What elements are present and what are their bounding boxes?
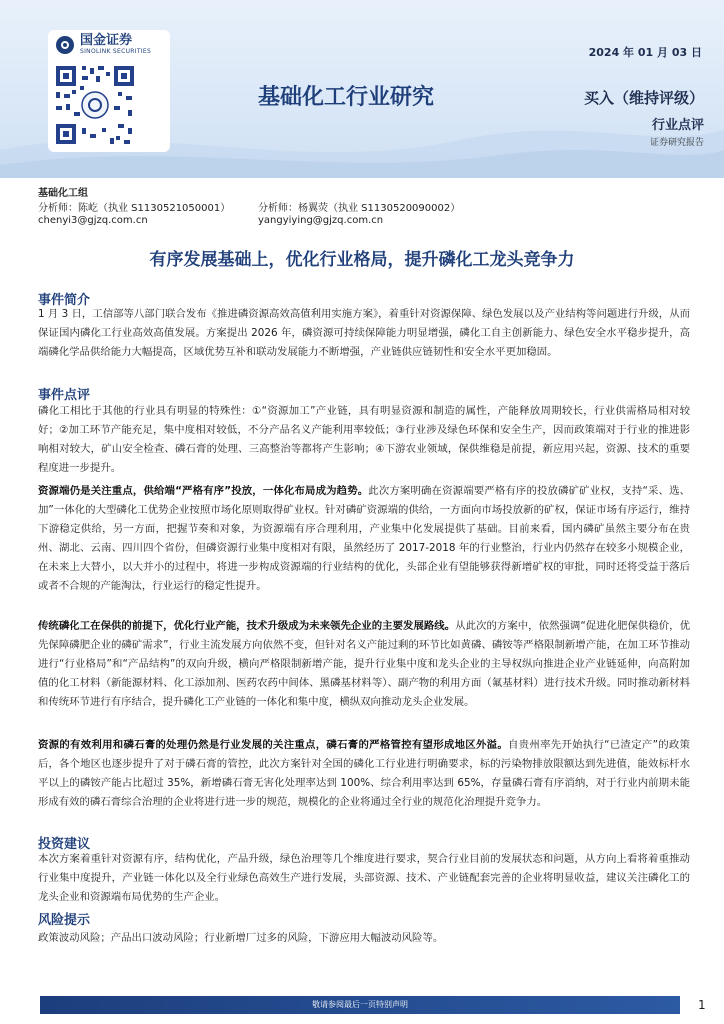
paragraph-event-intro: 1 月 3 日，工信部等八部门联合发布《推进磷资源高效高值利用实施方案》，着重针对资源保障、绿色发展以及产业结构等问题进行升级，从而保证国内磷化工行业高效高值发展。方案提出 2026 年，磷资源可持续保障能力明显增强，磷化工自主创新能力、绿色安全水平稳步提升，高端磷化学品供给能力大幅提高，区域优势互补和联动发展能力不断增强，产业链供应链韧性和安全水平更加稳固。 (38, 308, 690, 358)
report-subtype-label: 证券研究报告 (649, 138, 704, 148)
paragraph-review-3-lead: 传统磷化工在保供的前提下，优化行业产能，技术升级成为未来领先企业的主要发展路线。 (38, 620, 456, 632)
analyst-2-email[interactable]: yangyiying@gjzq.com.cn (258, 215, 384, 226)
report-type-label: 行业点评 (651, 118, 704, 133)
analyst-group: 基础化工组 (38, 188, 88, 199)
article-title: 有序发展基础上，优化行业格局，提升磷化工龙头竞争力 (149, 250, 575, 270)
paragraph-review-2 (38, 482, 690, 595)
footer-disclaimer-bar: 敬请参阅最后一页特别声明 (40, 996, 680, 1014)
paragraph-review-4-body: 自贵州率先开始执行“已渣定产”的政策后，各个地区也逐步提升了对于磷石膏的管控，此次方案针对全国的磷化工行业进行明确要求，标的污染物排放限额达到先进值，能效标杆水平以上的磷铵产能占比超过 35%，新增磷石膏无害化处理率达到 100%、综合利用率达到 65%，存量磷石膏有序消纳，对于行业内前期未能形成有效的磷石膏综合治理的企业将进行进一步的规范，规模化的企业将通过全行业的规范化治理提升竞争力。 (38, 739, 691, 808)
heading-investment: 投资建议 (38, 837, 91, 852)
qr-code-icon (52, 62, 138, 148)
industry-title: 基础化工行业研究 (258, 85, 435, 110)
paragraph-risk: 政策波动风险；产品出口波动风险；行业新增厂过多的风险，下游应用大幅波动风险等。 (38, 932, 444, 944)
page-number: 1 (698, 998, 706, 1012)
heading-event-intro: 事件简介 (38, 293, 91, 308)
company-logo-icon (56, 36, 74, 54)
paragraph-review-3 (38, 617, 690, 712)
logo-en-text: SINOLINK SECURITIES (80, 48, 152, 55)
paragraph-review-2-body: 此次方案明确在资源端要严格有序的投放磷矿矿业权，支持“采、选、加”一体化的大型磷化工优势企业按照市场化原则取得矿业权。针对磷矿资源端的供给，一方面向市场投放新的矿权，保证市场有序运行，维持下游稳定供给，另一方面，把握节奏和对象，为资源端有序合理利用，产业集中化发展提供了基础。目前来看，国内磷矿虽然主要分布在贵州、湖北、云南、四川四个省份，但磷资源行业集中度相对有限，虽然经历了 2017-2018 年的行业整治，行业内仍然存在较多小规模企业，在未来上大替小，以大并小的过程中，将进一步构成资源端的行业结构的优化，头部企业有望能够获得新增矿权的审批，同时还将受益于落后或者不合规的产能淘汰，行业运行的稳定性提升。 (38, 485, 690, 592)
paragraph-review-1: 磷化工相比于其他的行业具有明显的特殊性：①“资源加工”产业链，具有明显资源和制造的属性，产能释放周期较长，行业供需格局相对较好；②加工环节产能充足，集中度相对较低，不分产品名义产能利用率较低；③行业涉及绿色环保和安全生产，因而政策端对于行业的推进影响相对较大，矿山安全检查、磷石膏的处理、三高整治等都将产生影响；④下游农业领域，保供维稳是前提，新应用兴起，资源、技术的重要程度进一步提升。 (38, 405, 690, 474)
analyst-1: 分析师：陈屹（执业 S1130521050001） (38, 203, 231, 214)
company-logo (56, 34, 151, 55)
heading-event-review: 事件点评 (38, 388, 91, 403)
report-date: 2024 年 01 月 03 日 (588, 46, 702, 59)
paragraph-investment: 本次方案着重针对资源有序，结构优化，产品升级，绿色治理等几个维度进行要求，契合行业目前的发展状态和问题，从方向上看将着重推动行业集中度提升，产业链一体化以及全行业绿色高效生产进行发展，头部资源、技术、产业链配套完善的企业将明显收益，建议关注磷化工的龙头企业和资源端布局优势的生产企业。 (38, 853, 690, 903)
rating-label: 买入（维持评级） (583, 89, 704, 107)
analyst-2: 分析师：杨翼荧（执业 S1130520090002） (258, 203, 461, 214)
report-header (0, 0, 724, 178)
paragraph-review-3-body: 从此次的方案中，依然强调“促进化肥保供稳价，优先保障磷肥企业的磷矿需求”，行业主流发展方向依然不变，但针对名义产能过剩的环节比如黄磷、磷铵等严格限制新增产能，在加工环节推动进行“行业格局”和“产品结构”的双向升级，横向严格限制新增产能，提升行业集中度和龙头企业的主导权纵向推进企业产业链延伸，向高附加值的化工材料（新能源材料、化工添加剂、医药农药中间体、黑磷基材料等）、副产物的利用方面（氟基材料）进行技术升级。同时推动新材料和传统环节进行有序结合，提升磷化工产业链的一体化和集中度，横纵双向推动龙头企业发展。 (38, 620, 690, 708)
analyst-1-email[interactable]: chenyi3@gjzq.com.cn (38, 215, 148, 226)
heading-risk: 风险提示 (38, 913, 91, 928)
paragraph-review-4-lead: 资源的有效利用和磷石膏的处理仍然是行业发展的关注重点，磷石膏的严格管控有望形成地区外溢。 (38, 739, 509, 751)
logo-cn-text: 国金证券 (80, 33, 133, 48)
paragraph-review-2-lead: 资源端仍是关注重点，供给端“严格有序”投放，一体化布局成为趋势。 (38, 485, 369, 497)
paragraph-review-4 (38, 736, 690, 812)
